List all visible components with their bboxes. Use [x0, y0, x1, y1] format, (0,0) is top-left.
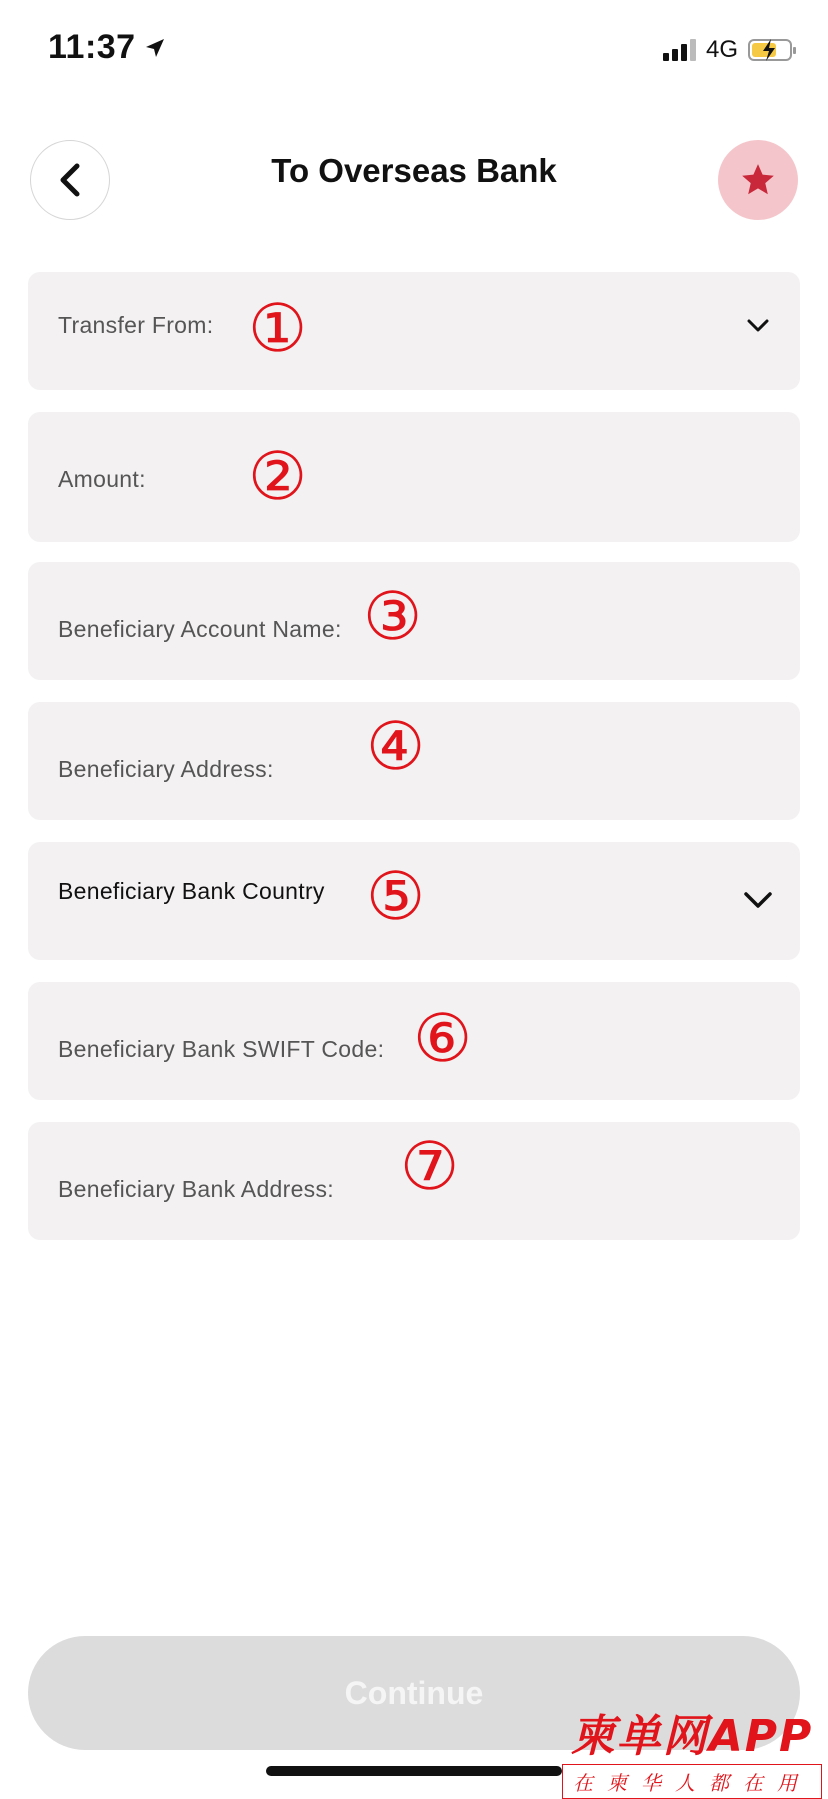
signal-icon	[663, 39, 696, 61]
continue-button[interactable]: Continue	[28, 1636, 800, 1750]
beneficiary-bank-address-field[interactable]	[28, 1122, 800, 1240]
marker-3: ③	[363, 578, 423, 655]
beneficiary-bank-country-label: Beneficiary Bank Country	[58, 878, 325, 904]
watermark-logo	[562, 1700, 822, 1799]
marker-6: ⑥	[413, 1000, 473, 1077]
star-icon	[739, 161, 777, 199]
status-time-group	[48, 28, 166, 67]
network-type: 4G	[705, 36, 738, 63]
beneficiary-bank-address-label: Beneficiary Bank Address:	[58, 1176, 334, 1202]
marker-5: ⑤	[366, 858, 426, 935]
marker-7: ⑦	[400, 1128, 460, 1205]
amount-label: Amount:	[58, 466, 146, 492]
beneficiary-bank-swift-code-label: Beneficiary Bank SWIFT Code:	[58, 1036, 385, 1062]
beneficiary-address-field[interactable]	[28, 702, 800, 820]
header	[0, 130, 828, 230]
watermark-slogan: 在柬华人都在用	[562, 1764, 822, 1799]
beneficiary-account-name-label: Beneficiary Account Name:	[58, 616, 342, 642]
transfer-from-label: Transfer From:	[58, 312, 214, 338]
chevron-down-icon	[746, 318, 770, 334]
battery-charging-icon	[748, 39, 792, 61]
status-time: 11:37	[48, 28, 136, 66]
marker-2: ②	[248, 438, 308, 515]
status-icons	[663, 36, 792, 64]
beneficiary-bank-country-dropdown[interactable]	[28, 842, 800, 960]
watermark-title: 柬单网APP	[570, 1711, 814, 1762]
amount-field[interactable]	[28, 412, 800, 542]
page-title: To Overseas Bank	[271, 152, 557, 189]
marker-4: ④	[366, 708, 426, 785]
transfer-from-dropdown[interactable]	[28, 272, 800, 390]
status-bar	[0, 0, 828, 100]
beneficiary-address-label: Beneficiary Address:	[58, 756, 274, 782]
marker-1: ①	[248, 290, 308, 367]
location-arrow-icon	[144, 37, 166, 59]
home-indicator[interactable]	[266, 1766, 562, 1776]
chevron-down-icon	[742, 890, 774, 910]
beneficiary-bank-swift-code-field[interactable]	[28, 982, 800, 1100]
beneficiary-account-name-field[interactable]	[28, 562, 800, 680]
favorite-button[interactable]	[718, 140, 798, 220]
